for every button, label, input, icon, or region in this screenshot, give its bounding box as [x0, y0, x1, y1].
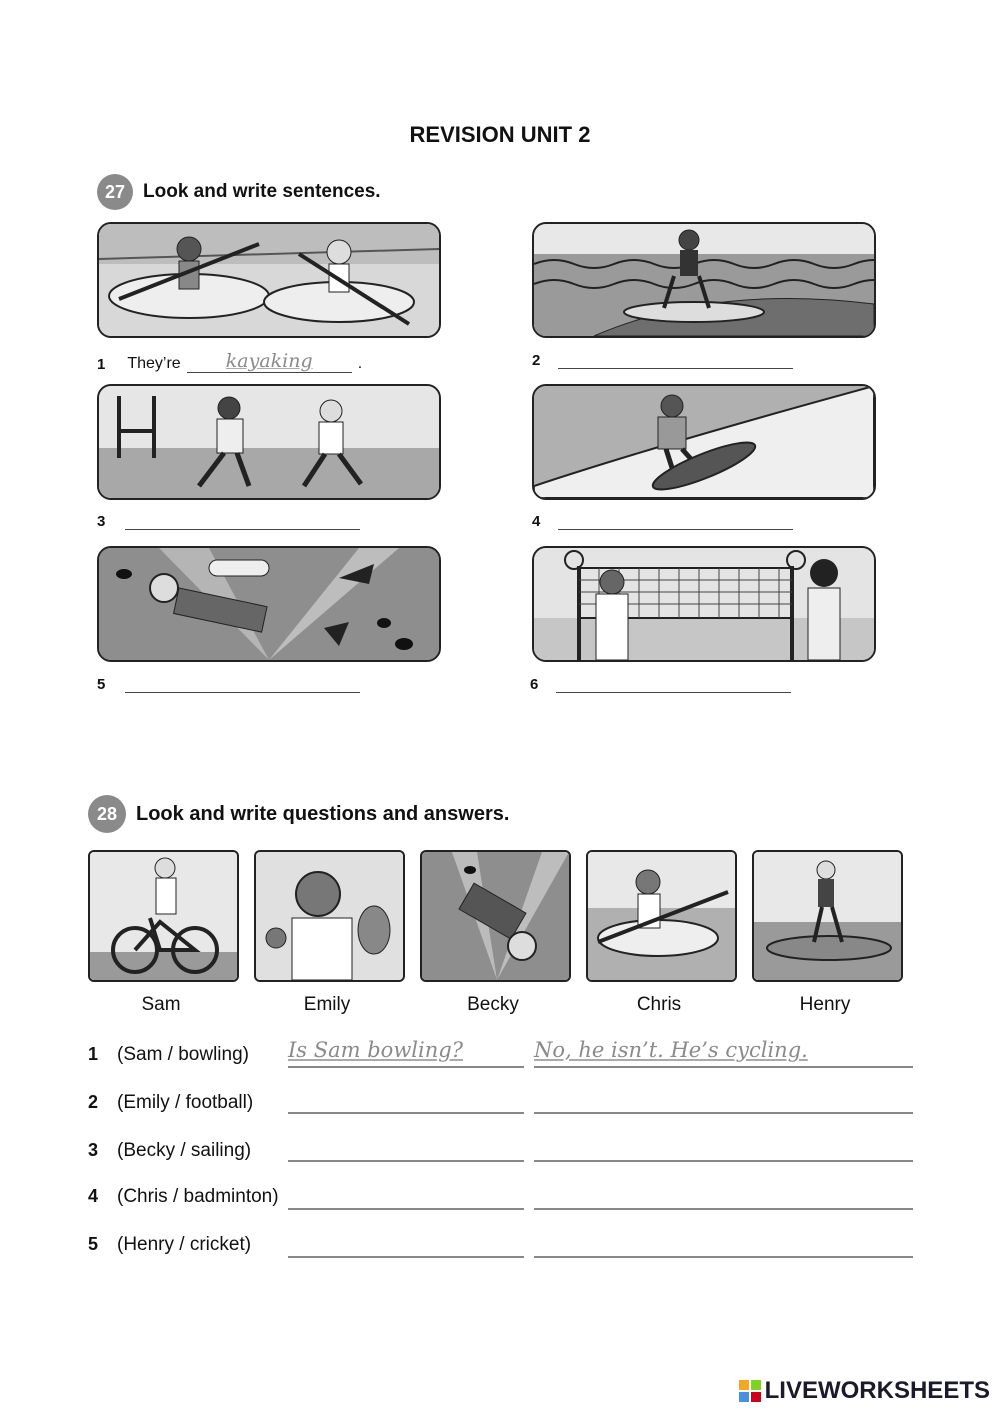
answer-field-2[interactable] [534, 1090, 913, 1114]
item-number: 3 [97, 513, 106, 530]
question-field-3[interactable] [288, 1138, 524, 1162]
exercise-28-header [88, 795, 509, 833]
row-prompt: (Chris / badminton) [117, 1186, 279, 1207]
answer-field-1[interactable] [534, 1038, 913, 1068]
question-field-5[interactable] [288, 1234, 524, 1258]
question-field-2[interactable] [288, 1090, 524, 1114]
item-number: 2 [532, 352, 541, 369]
picture-henry-surfing [752, 850, 903, 982]
logo-mark-icon [739, 1380, 761, 1402]
row-number: 5 [88, 1234, 99, 1254]
name-label: Emily [303, 994, 351, 1015]
answer-field-6[interactable] [556, 676, 791, 693]
answer-field-4[interactable] [558, 513, 793, 530]
example-question: Is Sam bowling? [288, 1038, 463, 1062]
name-label: Chris [636, 994, 682, 1015]
answer-field-5[interactable] [534, 1234, 913, 1258]
row-prompt: (Emily / football) [117, 1092, 254, 1113]
picture-badminton [532, 546, 876, 662]
sentence-suffix: . [357, 355, 363, 372]
exercise-title: Look and write questions and answers. [136, 802, 510, 825]
item-number: 4 [532, 513, 541, 530]
picture-sam-cycling [88, 850, 239, 982]
question-field-4[interactable] [288, 1186, 524, 1210]
example-answer: No, he isn’t. He’s cycling. [534, 1038, 808, 1062]
page-title: REVISION UNIT 2 [409, 122, 591, 147]
name-label: Becky [467, 994, 519, 1015]
picture-chris-kayaking [586, 850, 737, 982]
picture-becky-diving [420, 850, 571, 982]
answer-field-4[interactable] [534, 1186, 913, 1210]
picture-rugby [97, 384, 441, 500]
row-prompt: (Becky / sailing) [117, 1140, 252, 1161]
answer-field-2[interactable] [558, 352, 793, 369]
row-prompt: (Sam / bowling) [117, 1044, 249, 1065]
row-number: 4 [88, 1186, 99, 1206]
sentence-1 [97, 350, 362, 373]
exercise-27-header [97, 174, 381, 210]
picture-surfing [532, 222, 876, 338]
row-prompt: (Henry / cricket) [117, 1234, 252, 1255]
logo-text: LIVEWORKSHEETS [764, 1377, 990, 1404]
item-number: 1 [97, 356, 106, 373]
item-number: 5 [97, 676, 106, 693]
item-number: 6 [530, 676, 539, 693]
answer-field-1[interactable] [187, 350, 352, 373]
row-number: 2 [88, 1092, 99, 1112]
sentence-prefix: They’re [127, 355, 181, 372]
picture-diving [97, 546, 441, 662]
row-number: 1 [88, 1044, 99, 1064]
name-label: Henry [799, 994, 851, 1015]
question-field-1[interactable] [288, 1038, 524, 1068]
answer-field-3[interactable] [125, 513, 360, 530]
example-answer: kayaking [225, 350, 313, 372]
exercise-title: Look and write sentences. [143, 181, 381, 202]
liveworksheets-logo [739, 1377, 990, 1405]
exercise-number-badge: 28 [88, 795, 126, 833]
picture-kayaking [97, 222, 441, 338]
row-number: 3 [88, 1140, 99, 1160]
answer-field-5[interactable] [125, 676, 360, 693]
name-label: Sam [141, 994, 181, 1015]
exercise-number-badge: 27 [97, 174, 133, 210]
picture-snowboarding [532, 384, 876, 500]
answer-field-3[interactable] [534, 1138, 913, 1162]
picture-emily-rugby [254, 850, 405, 982]
